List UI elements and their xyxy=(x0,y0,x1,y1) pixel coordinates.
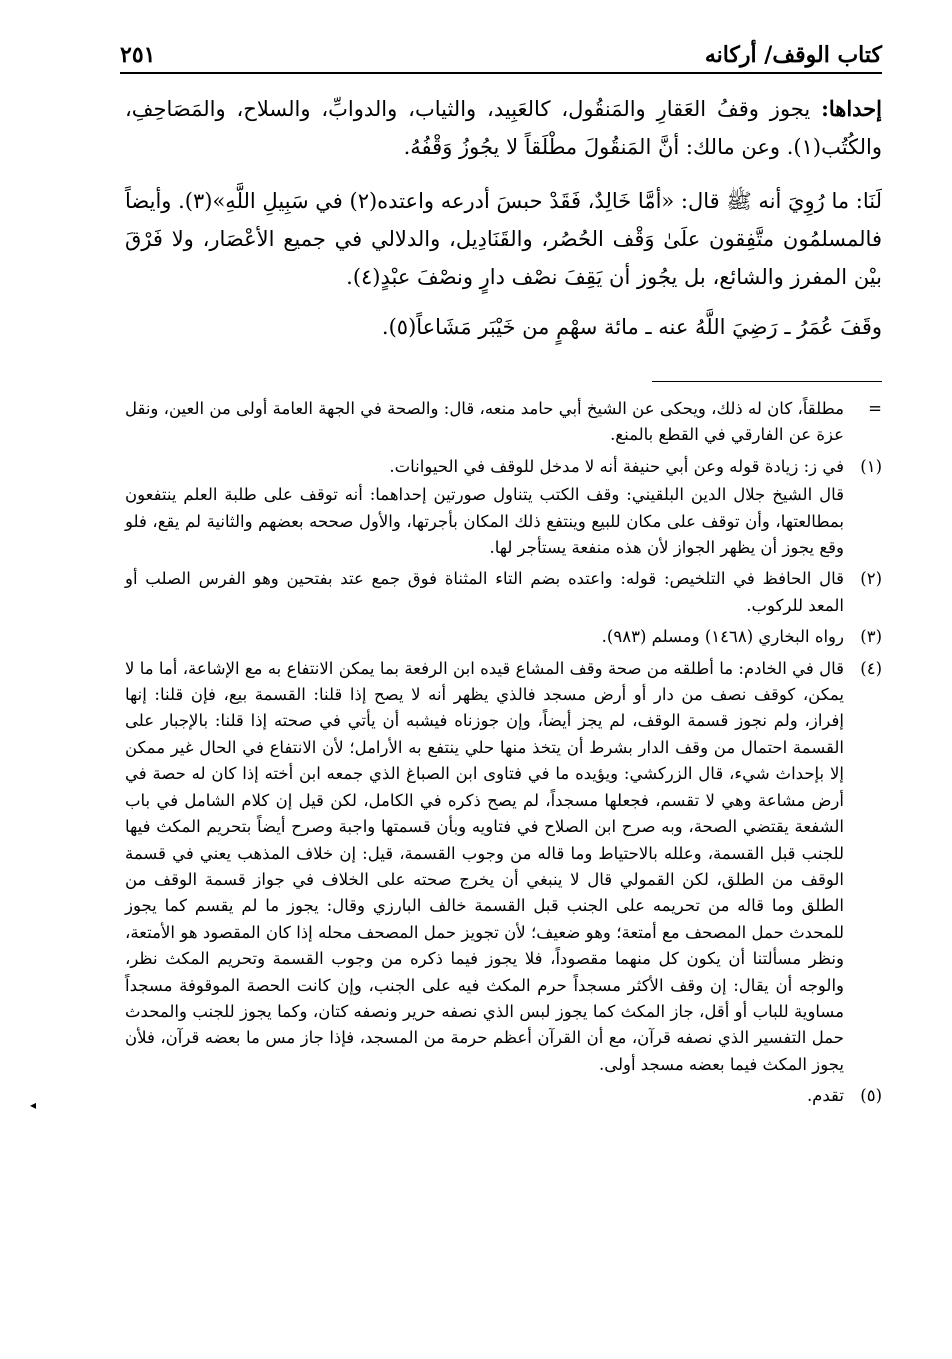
margin-mark: ◂ xyxy=(30,1098,37,1112)
page-number: ٢٥١ xyxy=(120,42,156,68)
footnote-body xyxy=(125,656,844,1081)
page-header xyxy=(120,30,882,74)
footnote-number: (٢) xyxy=(860,569,882,589)
footnote-paragraph: قال في الخادم: ما أطلقه من صحة وقف المشاع قيده ابن الرفعة بما يمكن الانتفاع به مع الإشاعة، أما ما لا يمكن، كوقف نصف من دار أو أرض مسجد فالذي يظهر أنه لا يصح إذا قلنا: القسمة بيع، فإن قلنا: إنها إفراز، ولم نجوز قسمة الوقف، لم يجز أيضاً، وإن جوزناه فيشبه أن يأتي في صحته إذا قلنا: بالإجبار على القسمة احتمال من وقف الدار بشرط أن يتخذ منها حلي ينتفع به الأرامل؛ لأن الانتفاع في الحال غير ممكن إلا بإحداث شيء، قال الزركشي: ويؤيده ما في فتاوى ابن الصباغ الذي جمعه ابن أخته إذا كان له حصة في أرض مشاعة وهي لا تقسم، فجعلها مسجداً، لم يصح ذكره في الكامل، لكن قيل إن كلام الشامل في باب الشفعة يقتضي الصحة، وبه صرح ابن الصلاح في فتاويه وبأن قسمتها واجبة وصرح أيضاً بتحريم المكث فيها للجنب قبل القسمة، وعلله بالاحتياط وما قاله من وجوب القسمة، قيل: إن خلاف المذهب يعني في قسمة الوقف من الطلق، لكن القمولي قال لا ينبغي أن يخرج صحته على الخلاف في جواز قسمة الوقف من الطلق وما قاله من تحريمه على الجنب قبل القسمة خالف البارزي وقال: يجوز ما لم يقسم كما يجوز للمحدث حمل المصحف مع أمتعة؛ وهو ضعيف؛ لأن تجويز حمل المصحف محله إذا كان المقصود هو الأمتعة، ونظر مسألتنا أن يكون كل منهما مقصوداً، فلا يجوز فيما ذكره من وجوب القسمة وتحريم المكث نظر، والوجه أن يقال: إن وقف الأكثر مسجداً حرم المكث فيه على الجنب، وإن كانت الحصة الموقوفة مسجداً مساوية للباب أو أقل، جاز المكث كما يجوز لبس الذي نصفه حرير ونصفه كتان، وكما يجوز للجنب والمحدث حمل التفسير الذي نصفه قرآن، مع أن القرآن أعظم حرمة من المسجد، فإذا جاز مس ما بعضه قرآن، فلأن يجوز المكث فيما بعضه مسجد أولى. xyxy=(125,658,844,1074)
paragraph-lead: إحداها: xyxy=(821,96,882,121)
main-paragraph-2: لَنَا: ما رُوِيَ أنه ﷺ قال: «أمَّا خَالِدٌ، فَقَدْ حبسَ أدرعه واعتده(٢) في سَبِيلِ اللَّهِ»(٣). وأيضاً فالمسلمُون متَّفِقون علَىٰ وَقْف الحُصُر، والقَنَادِيل، والدلالي في جميع الأعْصَار، ولا فَرْقَ بيْن المفرز والشائع، بل يجُوز أن يَقِفَ نصْف دارٍ ونصْفَ عبْدٍ(٤). xyxy=(125,189,882,289)
running-title: كتاب الوقف/ أركانه xyxy=(704,42,882,68)
footnote-paragraph: قال الشيخ جلال الدين البلقيني: وقف الكتب يتناول صورتين إحداهما: أنه توقف على طلبة العلم ينتفعون بمطالعتها، وأن توقف على مكان للبيع وينتفع ذلك المكان بأجرتها، والأول صححه بعضهم والثانية لم يقع، فلو وقع يجوز أن يظهر الجواز لأن هذه منفعة يستأجر لها. xyxy=(125,485,844,558)
footnote xyxy=(125,1083,882,1111)
main-paragraph-1 xyxy=(125,90,882,166)
footnote xyxy=(125,624,882,652)
footnote xyxy=(125,454,882,564)
footnote-body xyxy=(125,1083,844,1111)
footnote xyxy=(125,566,882,621)
footnote-number: (١) xyxy=(860,456,882,476)
footnote-number: = xyxy=(868,399,882,418)
footnote-body xyxy=(125,566,844,621)
main-text xyxy=(125,90,882,356)
footnote-body xyxy=(125,624,844,652)
footnote-paragraph: مطلقاً، كان له ذلك، ويحكى عن الشيخ أبي حامد منعه، قال: والصحة في الجهة العامة أولى من العين، ونقل عزة عن الفارقي في القطع بالمنع. xyxy=(125,399,844,445)
footnote xyxy=(125,396,882,451)
footnote-number: (٤) xyxy=(860,658,882,678)
footnote-paragraph: رواه البخاري (١٤٦٨) ومسلم (٩٨٣). xyxy=(601,627,844,647)
footnotes xyxy=(125,396,882,1115)
footnote xyxy=(125,656,882,1081)
paragraph-text: يجوز وقفُ العَقارِ والمَنقُول، كالعَبِيد، والثياب، والدوابِّ، والسلاح، والمَصَاحِفِ، والكُتُب(١). وعن مالك: أنَّ المَنقُولَ مطْلَقاً لا يجُوزُ وَقْفُهُ. xyxy=(125,97,882,159)
footnote-separator xyxy=(652,381,882,382)
footnote-body xyxy=(125,396,844,451)
footnote-body xyxy=(125,454,844,564)
footnote-number: (٥) xyxy=(860,1086,882,1106)
footnote-paragraph: قال الحافظ في التلخيص: قوله: واعتده بضم التاء المثناة فوق جمع عتد بفتحين وهو الفرس الصلب أو المعد للركوب. xyxy=(125,569,844,615)
footnote-number: (٣) xyxy=(860,627,882,647)
main-paragraph-3: وقَفَ عُمَرُ ـ رَضِيَ اللَّهُ عنه ـ مائة سهْمٍ من خَيْبَر مَشَاعاً(٥). xyxy=(381,315,882,339)
footnote-paragraph: في ز: زيادة قوله وعن أبي حنيفة أنه لا مدخل للوقف في الحيوانات. xyxy=(389,456,844,476)
footnote-paragraph: تقدم. xyxy=(806,1086,844,1106)
